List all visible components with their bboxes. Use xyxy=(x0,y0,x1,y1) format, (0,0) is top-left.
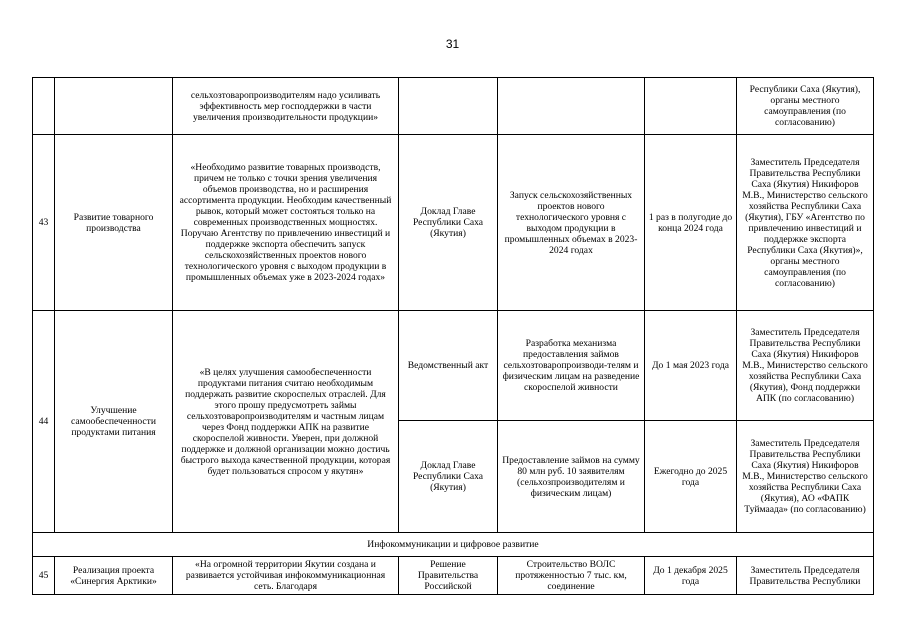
responsible: Республики Саха (Якутия), органы местного самоуправления (по согласованию) xyxy=(737,78,874,135)
row-number: 44 xyxy=(33,311,55,533)
expected-result: Разработка механизма предоставления займов сельхозтоваропроизводи-телям и физическим лицам на разведение скороспелой живности xyxy=(498,311,645,421)
deadline: До 1 декабря 2025 года xyxy=(645,557,737,595)
responsible: Заместитель Председателя Правительства Республики Саха (Якутия) Никифоров М.В., Министерство сельского хозяйства Республики Саха (Якутия), Фонд поддержки АПК (по согласованию) xyxy=(737,311,874,421)
document-type xyxy=(399,78,498,135)
quote-text: «В целях улучшения самообеспеченности продуктами питания считаю необходимым поддержать развитие скороспелых отраслей. Для этого прошу предусмотреть займы сельхозтоваропроизводителям и частным лицам через Фонд поддержки АПК на развитие скороспелой живности. Уверен, при должной поддержке и должной организации можно достичь быстрого выхода качественной продукции, которая будет пользоваться спросом у якутян» xyxy=(173,311,399,533)
expected-result: Запуск сельскохозяйственных проектов нового технологического уровня с выходом продукции в промышленных объемах в 2023-2024 годах xyxy=(498,135,645,311)
responsible: Заместитель Председателя Правительства Республики Саха (Якутия) Никифоров М.В., Министерство сельского хозяйства Республики Саха (Якутия), АО «ФАПК Туймаада» (по согласованию) xyxy=(737,421,874,533)
expected-result: Строительство ВОЛС протяженностью 7 тыс. км, соединение xyxy=(498,557,645,595)
expected-result: Предоставление займов на сумму 80 млн руб. 10 заявителям (сельхозпроизводителям и физическим лицам) xyxy=(498,421,645,533)
row-number: 45 xyxy=(33,557,55,595)
action-plan-table xyxy=(32,77,874,595)
section-title: Инфокоммуникации и цифровое развитие xyxy=(33,533,874,557)
measure-name: Реализация проекта «Синергия Арктики» xyxy=(55,557,173,595)
table-row xyxy=(33,311,874,421)
measure-name xyxy=(55,78,173,135)
measure-name: Улучшение самообеспеченности продуктами питания xyxy=(55,311,173,533)
quote-text: «Необходимо развитие товарных производств, причем не только с точки зрения увеличения объемов производства, но и расширения ассортимента продукции. Необходим качественный рывок, который может состояться только на современных производственных мощностях. Поручаю Агентству по привлечению инвестиций и поддержке экспорта обеспечить запуск сельскохозяйственных проектов нового технологического уровня с выходом продукции в промышленных объемах уже в 2023-2024 годах» xyxy=(173,135,399,311)
quote-text: «На огромной территории Якутии создана и развивается устойчивая инфокоммуникационная сеть. Благодаря xyxy=(173,557,399,595)
document-type: Ведомственный акт xyxy=(399,311,498,421)
table-row xyxy=(33,78,874,135)
responsible: Заместитель Председателя Правительства Республики Саха (Якутия) Никифоров М.В., Министерство сельского хозяйства Республики Саха (Якутия), ГБУ «Агентство по привлечению инвестиций и поддержке экспорта Республики Саха (Якутия)», органы местного самоуправления (по согласованию) xyxy=(737,135,874,311)
responsible: Заместитель Председателя Правительства Республики xyxy=(737,557,874,595)
document-type: Доклад Главе Республики Саха (Якутия) xyxy=(399,135,498,311)
deadline: Ежегодно до 2025 года xyxy=(645,421,737,533)
section-row xyxy=(33,533,874,557)
document-type: Доклад Главе Республики Саха (Якутия) xyxy=(399,421,498,533)
row-number xyxy=(33,78,55,135)
table-row xyxy=(33,135,874,311)
deadline: До 1 мая 2023 года xyxy=(645,311,737,421)
table-row xyxy=(33,557,874,595)
deadline xyxy=(645,78,737,135)
page-number: 31 xyxy=(445,37,460,51)
row-number: 43 xyxy=(33,135,55,311)
expected-result xyxy=(498,78,645,135)
quote-text: сельхозтоваропроизводителям надо усиливать эффективность мер господдержки в части увеличения производительности продукции» xyxy=(173,78,399,135)
measure-name: Развитие товарного производства xyxy=(55,135,173,311)
document-type: Решение Правительства Российской xyxy=(399,557,498,595)
deadline: 1 раз в полугодие до конца 2024 года xyxy=(645,135,737,311)
